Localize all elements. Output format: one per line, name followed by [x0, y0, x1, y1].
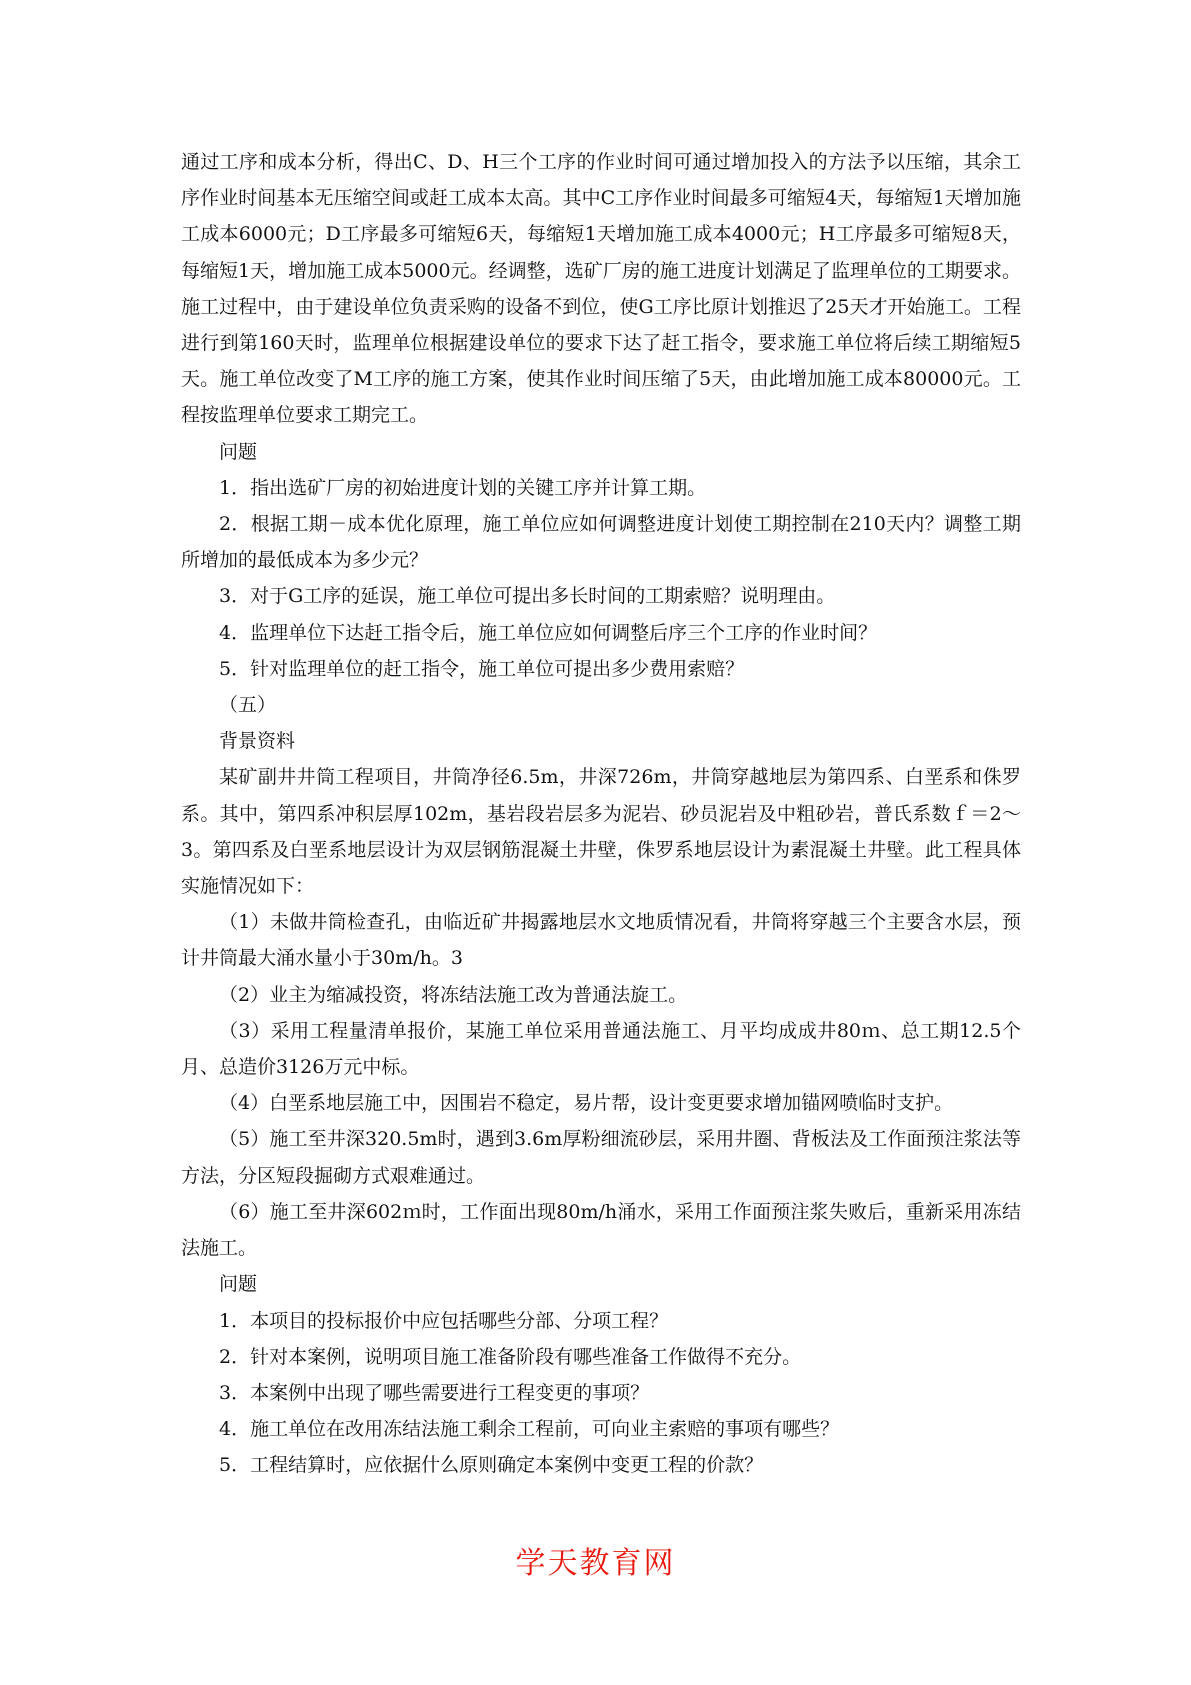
question-item: 4．监理单位下达赶工指令后，施工单位应如何调整后序三个工序的作业时间？	[219, 621, 878, 644]
condition-item: （3）采用工程量清单报价，某施工单位采用普通法施工、月平均成成井80ｍ、总工期12.5个月、总造价3126万元中标。	[181, 1019, 1021, 1079]
question-item: 3．对于G工序的延误，施工单位可提出多长时间的工期索赔？说明理由。	[219, 585, 836, 608]
question-item: 1．本项目的投标报价中应包括哪些分部、分项工程？	[219, 1309, 669, 1332]
watermark-text: 学天教育网	[515, 1546, 676, 1581]
question-item: 5．工程结算时，应依据什么原则确定本案例中变更工程的价款？	[219, 1454, 764, 1477]
background-heading: 背景资料	[219, 730, 296, 753]
condition-item: （5）施工至井深320.5m时，遇到3.6m厚粉细流砂层，采用井圈、背板法及工作面预注浆法等方法，分区短段掘砌方式艰难通过。	[181, 1128, 1021, 1187]
case-number-heading: （五）	[219, 694, 277, 717]
condition-item: （1）未做井筒检查孔，由临近矿井揭露地层水文地质情况看，井筒将穿越三个主要含水层，预计井筒最大涌水量小于30m/h。3	[181, 911, 1021, 970]
question-item: 4．施工单位在改用冻结法施工剩余工程前，可向业主索赔的事项有哪些？	[219, 1418, 840, 1441]
question-item: 1．指出选矿厂房的初始进度计划的关键工序并计算工期。	[219, 476, 707, 499]
question-item: 2．针对本案例，说明项目施工准备阶段有哪些准备工作做得不充分。	[219, 1345, 802, 1368]
question-item: 3．本案例中出现了哪些需要进行工程变更的事项？	[219, 1381, 650, 1404]
questions-heading: 问题	[219, 1273, 258, 1296]
body-paragraph: 通过工序和成本分析，得出C、D、H三个工序的作业时间可通过增加投入的方法予以压缩，其余工序作业时间基本无压缩空间或赶工成本太高。其中C工序作业时间最多可缩短4天，每缩短1天增加施工成本6000元；D工序最多可缩短6天，每缩短1天增加施工成本4000元；H工序最多可缩短8天，每缩短1天，增加施工成本5000元。经调整，选矿厂房的施工进度计划满足了监理单位的工期要求。施工过程中，由于建设单位负责采购的设备不到位，使G工序比原计划推迟了25天才开始施工。工程进行到第160天时，监理单位根据建设单位的要求下达了赶工指令，要求施工单位将后续工期缩短5天。施工单位改变了M工序的施工方案，使其作业时间压缩了5天，由此增加施工成本80000元。工程按监理单位要求工期完工。	[181, 151, 1021, 427]
question-item: 5．针对监理单位的赶工指令，施工单位可提出多少费用索赔？	[219, 657, 745, 680]
background-paragraph: 某矿副井井筒工程项目，井筒净径6.5m，井深726m，井筒穿越地层为第四系、白垩系和侏罗系。其中，第四系冲积层厚102m，基岩段岩层多为泥岩、砂员泥岩及中粗砂岩，普氏系数ｆ＝2～3。第四系及白垩系地层设计为双层钢筋混凝土井壁，侏罗系地层设计为素混凝土井壁。此工程具体实施情况如下：	[181, 766, 1021, 898]
questions-heading: 问题	[219, 440, 258, 463]
document-body	[181, 144, 1021, 1484]
condition-item: （4）白垩系地层施工中，因围岩不稳定，易片帮，设计变更要求增加锚网喷临时支护。	[219, 1092, 954, 1115]
question-item: 2．根据工期－成本优化原理，施工单位应如何调整进度计划使工期控制在210天内？调整工期所增加的最低成本为多少元？	[181, 513, 1021, 572]
condition-item: （6）施工至井深602ｍ时，工作面出现80m/h涌水，采用工作面预注浆失败后，重新采用冻结法施工。	[181, 1200, 1021, 1260]
condition-item: （2）业主为缩减投资，将冻结法施工改为普通法旋工。	[219, 983, 688, 1006]
